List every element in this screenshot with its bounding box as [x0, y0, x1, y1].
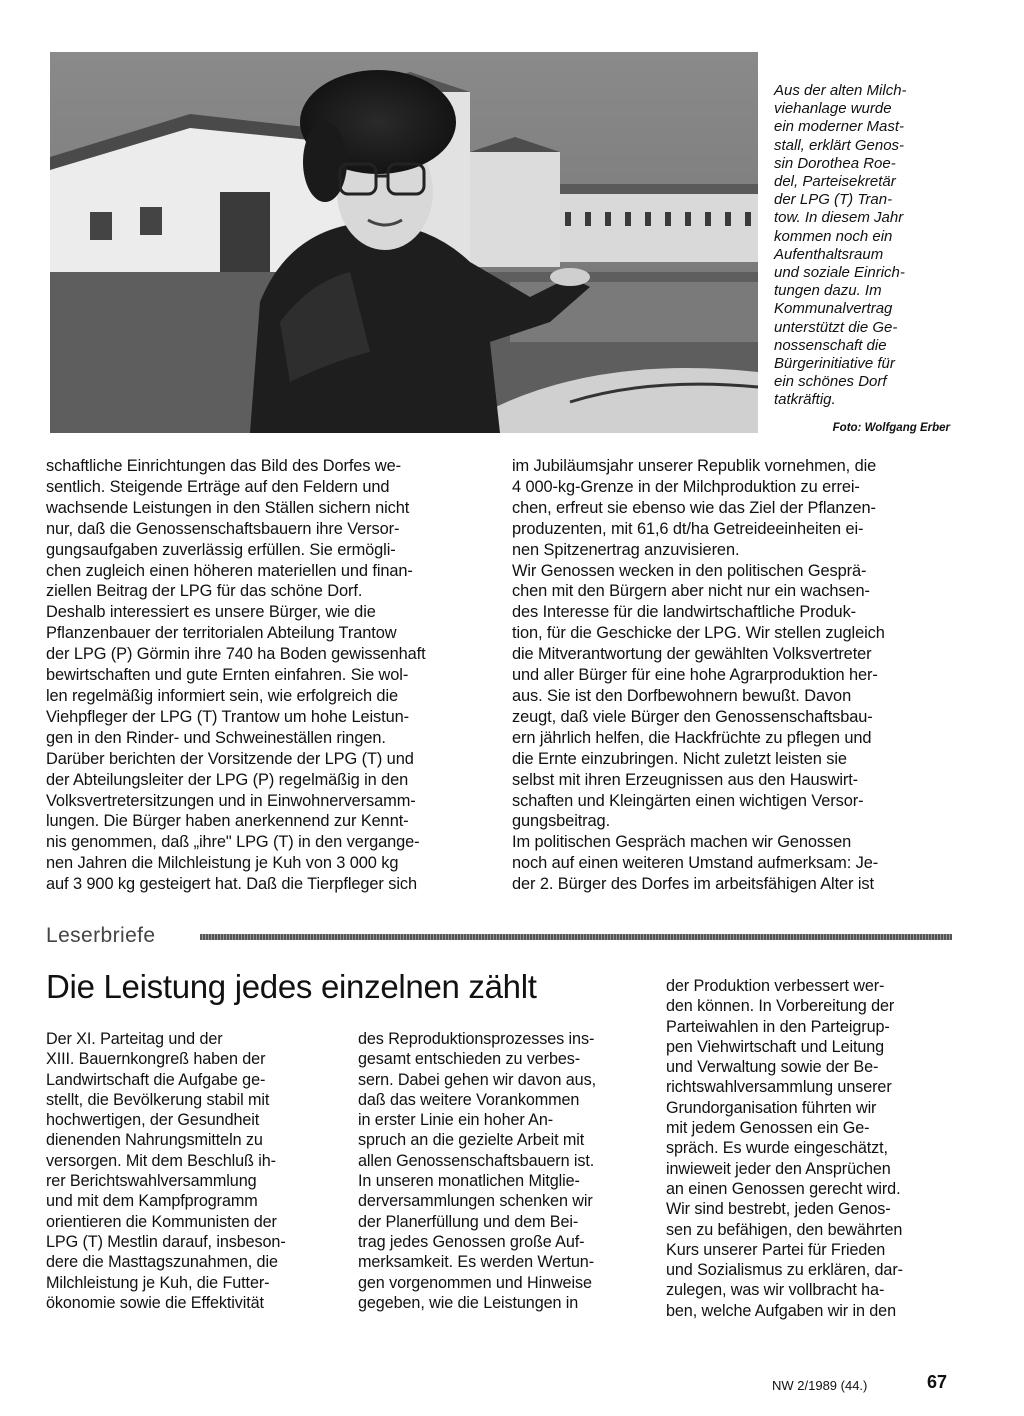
letter-column-1: Der XI. Parteitag und der XIII. Bauernkongreß haben der Landwirtschaft die Aufgabe ge- stellt, die Bevölkerung stabil mit hochwertigen, der Gesundheit dienenden Nahrungsmitteln zu versorgen. Mit dem Beschluß ih- rer Berichtswahlversammlung und mit dem Kampfprogramm orientieren die Kommunisten der LPG (T) Mestlin darauf, insbeson- dere die Masttagszunahmen, die Milchleistung je Kuh, die Futter- ökonomie sowie die Effektivität	[46, 1030, 286, 1312]
letter-column-2: des Reproduktionsprozesses ins- gesamt entschieden zu verbes- sern. Dabei gehen wir davon aus, daß das weitere Vorankommen in erster Linie ein hoher An- spruch an die gezielte Arbeit mit allen Genossenschaftsbauern ist. In unseren monatlichen Mitglie- derversammlungen schenken wir der Planerfüllung und dem Bei- trag jedes Genossen große Auf- merksamkeit. Es werden Wertun- gen vorgenommen und Hinweise gegeben, wie die Leistungen in	[358, 1030, 596, 1312]
article-column-left: schaftliche Einrichtungen das Bild des Dorfes we- sentlich. Steigende Erträge auf den Feldern und wachsende Leistungen in den Ställen sichern nicht nur, daß die Genossenschaftsbauern ihre Versor- gungsaufgaben zuverlässig erfüllen. Sie ermögli- chen zugleich einen höheren materiellen und finan- ziellen Beitrag der LPG für das schöne Dorf. Deshalb interessiert es unsere Bürger, wie die Pflanzenbauer der territorialen Abteilung Trantow der LPG (P) Görmin ihre 740 ha Boden gewissenhaft bewirtschaften und gute Ernten einfahren. Sie wol- len regelmäßig informiert sein, wie erfolgreich die Viehpfleger der LPG (T) Trantow um hohe Leistun- gen in den Rinder- und Schweineställen ringen. Darüber berichten der Vorsitzende der LPG (T) und der Abteilungsleiter der LPG (P) regelmäßig in den Volksvertretersitzungen und in Einwohnerversamm- lungen. Die Bürger haben anerkennend zur Kennt- nis genommen, daß „ihre" LPG (T) in den vergange- nen Jahren die Milchleistung je Kuh von 3 000 kg auf 3 900 kg gesteigert hat. Daß die Tierpfleger sich	[46, 457, 426, 894]
page-number: 67	[927, 1372, 948, 1392]
letter-column-3: der Produktion verbessert wer- den können. In Vorbereitung der Parteiwahlen in den Parteigrup- pen Viehwirtschaft und Leitung und Verwaltung sowie der Be- richtswahlversammlung unserer Grundorganisation führten wir mit jedem Genossen ein Ge- spräch. Es wurde eingeschätzt, inwieweit jeder den Ansprüchen an einen Genossen gerecht wird. Wir sind bestrebt, jeden Genos- sen zu befähigen, den bewährten Kurs unserer Partei für Frieden und Sozialismus zu erklären, dar- zulegen, was wir vollbracht ha- ben, welche Aufgaben wir in den	[666, 977, 903, 1320]
article-column-right: im Jubiläumsjahr unserer Republik vornehmen, die 4 000-kg-Grenze in der Milchproduktion zu errei- chen, erfreut sie ebenso wie das Ziel der Pflanzen- produzenten, mit 61,6 dt/ha Getreideeinheiten ei- nen Spitzenertrag anzuvisieren. Wir Genossen wecken in den politischen Gesprä- chen mit den Bürgern aber nicht nur ein wachsen- des Interesse für die landwirtschaftliche Produk- tion, für die Geschicke der LPG. Wir stellen zugleich die Mitverantwortung der gewählten Volksvertreter und aller Bürger für eine hohe Agrarproduktion her- aus. Sie ist den Dorfbewohnern bewußt. Davon zeugt, daß viele Bürger den Genossenschaftsbau- ern jährlich helfen, die Hackfrüchte zu pflegen und die Ernte einzubringen. Nicht zuletzt leisten sie selbst mit ihren Erzeugnissen aus den Hauswirt- schaften und Kleingärten einen wichtigen Versor- gungsbeitrag. Im politischen Gespräch machen wir Genossen noch auf einen weiteren Umstand aufmerksam: Je- der 2. Bürger des Dorfes im arbeitsfähigen Alter ist	[512, 457, 885, 894]
issue-label: NW 2/1989 (44.)	[772, 1378, 868, 1393]
photo-credit: Foto: Wolfgang Erber	[832, 422, 950, 434]
photo-caption: Aus der alten Milch- viehanlage wurde ein moderner Mast- stall, erklärt Genos- sin Dorothea Roe- del, Parteisekretär der LPG (T) Tran- tow. In diesem Jahr kommen noch ein Aufenthaltsraum und soziale Einrich- tungen dazu. Im Kommunalvertrag unterstützt die Ge- nossenschaft die Bürgerinitiative für ein schönes Dorf tatkräftig.	[774, 82, 907, 409]
section-rule	[200, 934, 952, 940]
section-label: Leserbriefe	[46, 924, 156, 947]
letter-headline: Die Leistung jedes einzelnen zählt	[46, 968, 537, 1005]
article-photo	[50, 52, 758, 433]
